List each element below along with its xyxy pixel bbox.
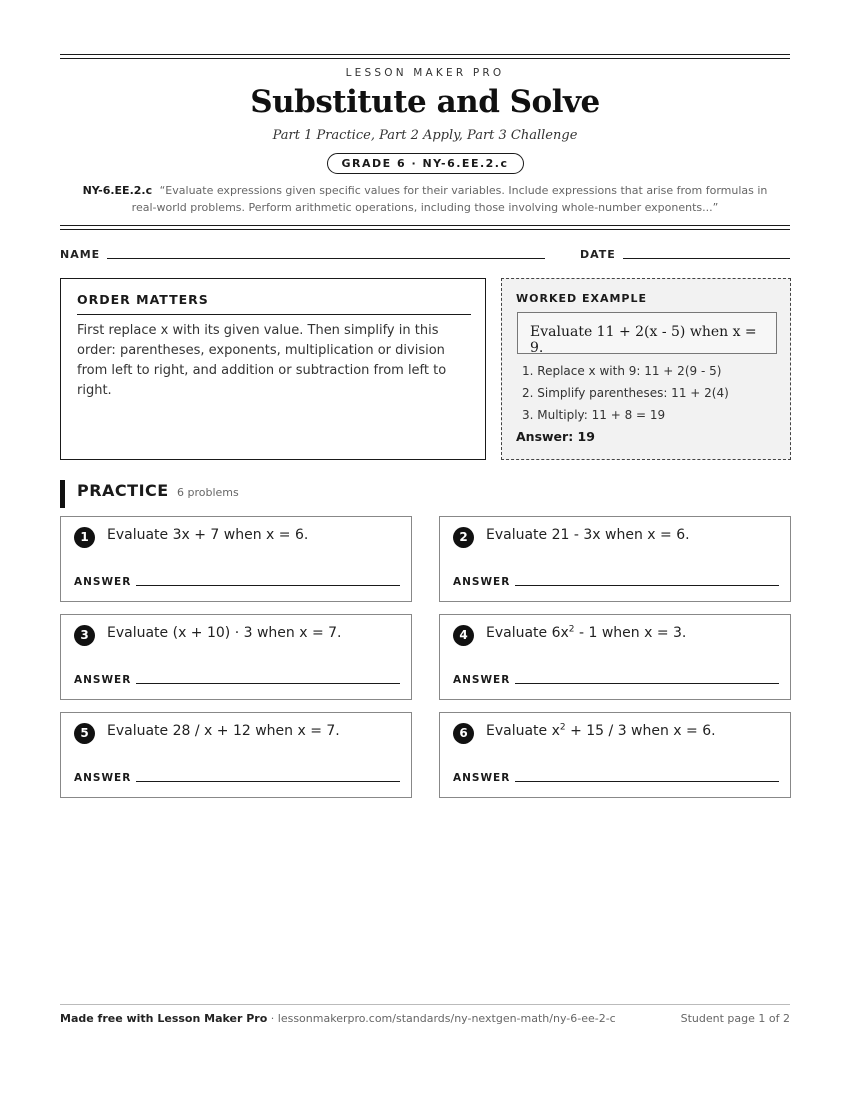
footer-credit <box>60 1012 616 1025</box>
section-marker <box>60 480 65 508</box>
footer-rule <box>60 1004 790 1005</box>
problem-card <box>439 712 791 798</box>
answer-label: ANSWER <box>74 674 132 686</box>
page-subtitle: Part 1 Practice, Part 2 Apply, Part 3 Challenge <box>272 128 578 143</box>
worked-example-steps <box>522 360 729 426</box>
problem-number: 4 <box>453 625 474 646</box>
problem-text: Evaluate (x + 10) · 3 when x = 7. <box>107 625 342 641</box>
grade-badge: GRADE 6 · NY-6.EE.2.c <box>327 153 524 174</box>
footer-page-number: Student page 1 of 2 <box>680 1012 790 1025</box>
worked-step: 3. Multiply: 11 + 8 = 19 <box>522 408 666 422</box>
problem-number: 1 <box>74 527 95 548</box>
header-bottom-rule-2 <box>60 229 790 230</box>
problem-number: 3 <box>74 625 95 646</box>
worked-step: 2. Simplify parentheses: 11 + 2(4) <box>522 386 729 400</box>
problem-number: 2 <box>453 527 474 548</box>
date-field[interactable] <box>623 258 790 259</box>
problem-card <box>60 614 412 700</box>
answer-field[interactable] <box>136 781 400 782</box>
answer-label: ANSWER <box>453 576 511 588</box>
practice-count: 6 problems <box>177 486 239 499</box>
date-label: DATE <box>580 248 616 261</box>
header-bottom-rule <box>60 225 790 226</box>
worked-example-answer: Answer: 19 <box>516 429 595 444</box>
answer-field[interactable] <box>515 585 779 586</box>
name-field[interactable] <box>107 258 545 259</box>
problem-text: Evaluate $6x^2 - 1$ when x = 3. <box>486 624 687 641</box>
problem-text: Evaluate $x^2 + 15 / 3$ when x = 6. <box>486 722 716 739</box>
footer-url[interactable]: · lessonmakerpro.com/standards/ny-nextgen-math/ny-6-ee-2-c <box>267 1012 616 1025</box>
top-double-rule <box>60 54 790 55</box>
grade-badge-wrap <box>60 152 790 174</box>
problem-card <box>439 516 791 602</box>
answer-label: ANSWER <box>453 772 511 784</box>
problem-number: 5 <box>74 723 95 744</box>
page-title: Substitute and Solve <box>250 84 600 120</box>
answer-label: ANSWER <box>74 576 132 588</box>
top-double-rule-2 <box>60 58 790 59</box>
worked-example-problem: Evaluate 11 + 2(x - 5) when x = 9. <box>517 312 777 354</box>
problem-card <box>60 712 412 798</box>
order-matters-heading: ORDER MATTERS <box>77 292 471 315</box>
standard-description <box>70 182 780 216</box>
problem-card <box>60 516 412 602</box>
worked-example-heading: WORKED EXAMPLE <box>516 292 647 305</box>
answer-field[interactable] <box>515 683 779 684</box>
answer-field[interactable] <box>136 585 400 586</box>
problem-text: Evaluate 21 - 3x when x = 6. <box>486 527 690 543</box>
standard-text: “Evaluate expressions given specific values for their variables. Include expressions that arise from formulas in real-world problems. Perform arithmetic operations, including those involving whole-number exponents...” <box>131 184 768 214</box>
name-label: NAME <box>60 248 101 261</box>
problem-text: Evaluate 28 / x + 12 when x = 7. <box>107 723 340 739</box>
worked-step: 1. Replace x with 9: 11 + 2(9 - 5) <box>522 364 722 378</box>
problem-card <box>439 614 791 700</box>
practice-title: PRACTICE <box>77 481 169 500</box>
answer-field[interactable] <box>515 781 779 782</box>
problem-text: Evaluate 3x + 7 when x = 6. <box>107 527 309 543</box>
problem-number: 6 <box>453 723 474 744</box>
standard-code: NY-6.EE.2.c <box>82 184 153 197</box>
answer-label: ANSWER <box>74 772 132 784</box>
worked-example-box <box>501 278 791 460</box>
order-matters-body: First replace x with its given value. Then simplify in this order: parentheses, exponents, multiplication or division from left to right, and addition or subtraction from left to right. <box>77 323 447 398</box>
order-matters-box <box>60 278 486 460</box>
answer-label: ANSWER <box>453 674 511 686</box>
answer-field[interactable] <box>136 683 400 684</box>
brand-label: LESSON MAKER PRO <box>345 67 505 79</box>
footer-made-with: Made free with Lesson Maker Pro <box>60 1012 268 1025</box>
